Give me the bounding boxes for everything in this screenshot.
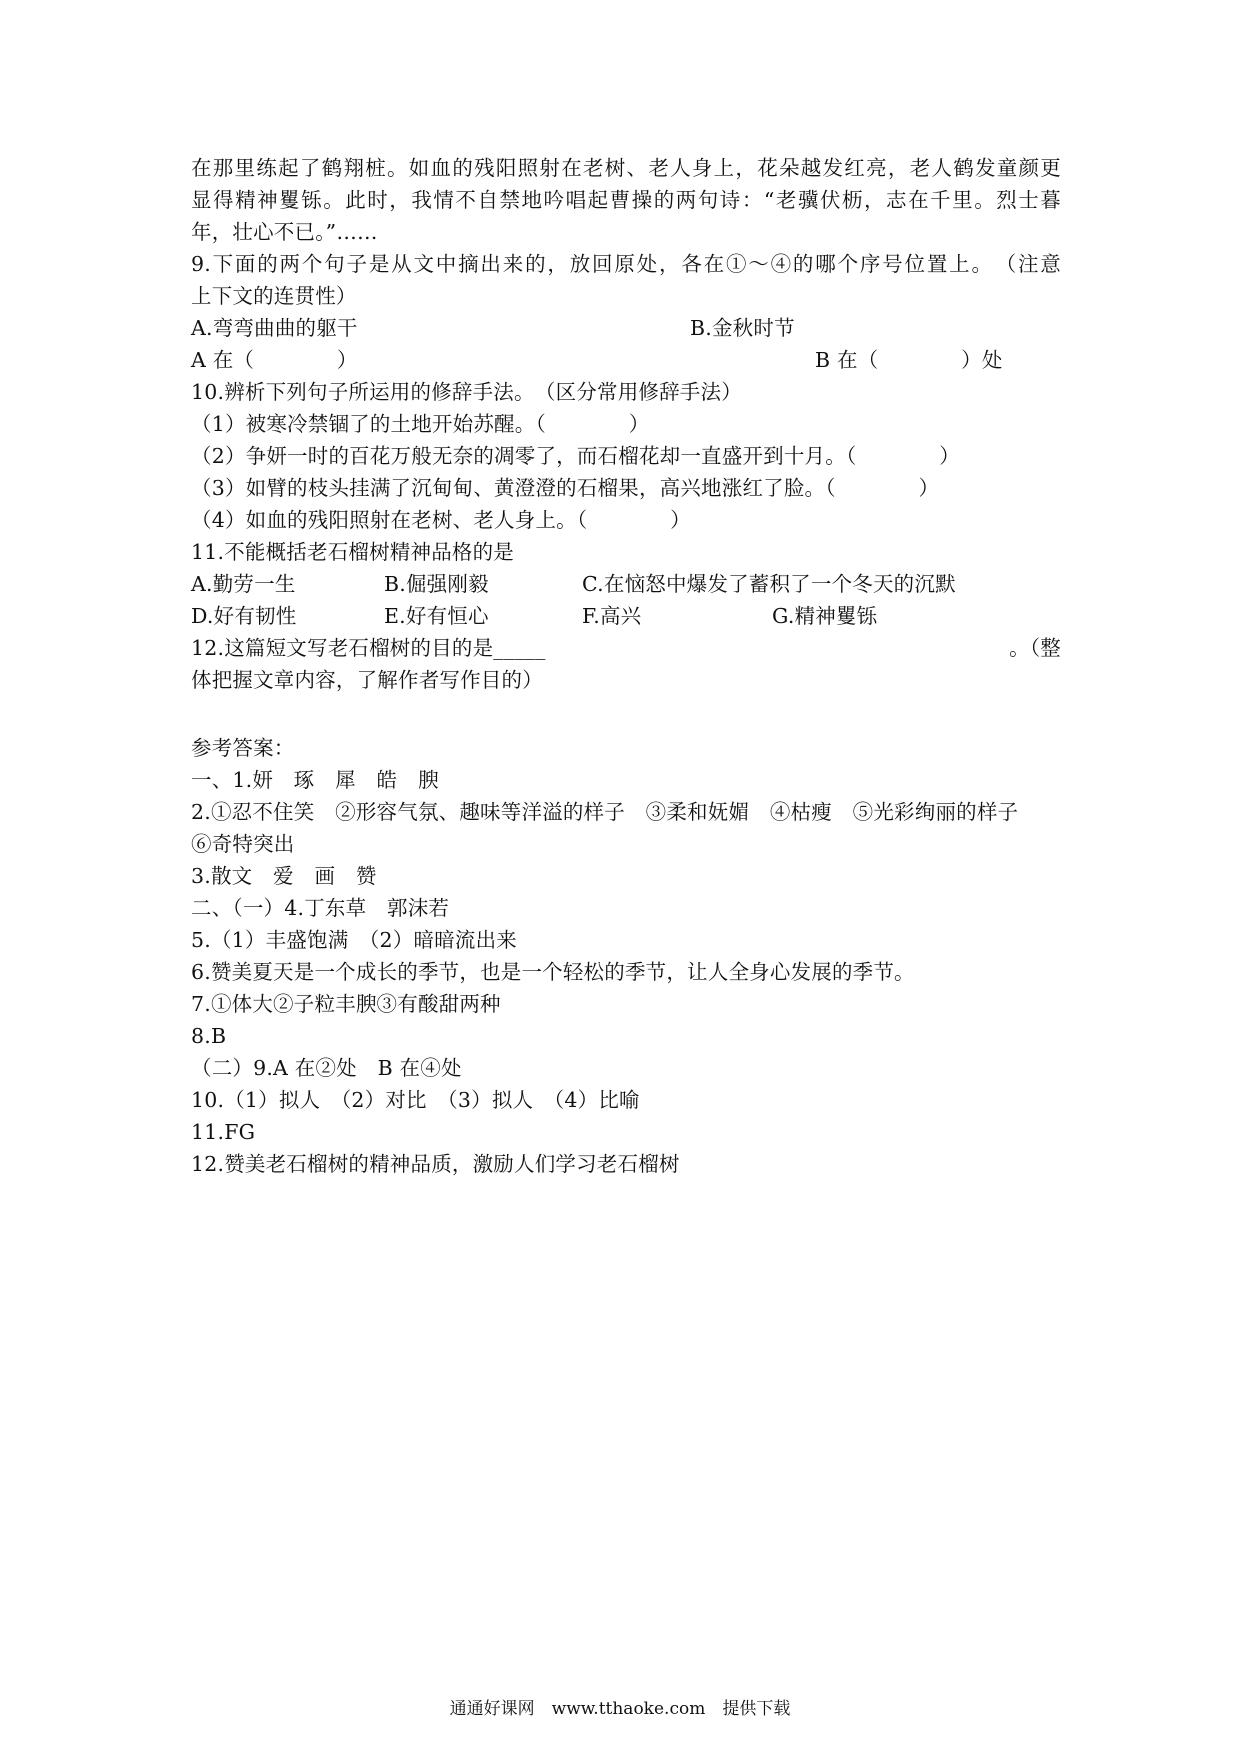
q11-option-a: A.勤劳一生 xyxy=(191,572,296,596)
q9-option-b: B.金秋时节 xyxy=(690,316,795,340)
q11-stem: 11.不能概括老石榴树精神品格的是 xyxy=(191,540,515,564)
q12-tail: 。（整 xyxy=(1009,636,1061,660)
answers-title: 参考答案： xyxy=(191,736,295,760)
answer-8: 8.B xyxy=(191,1024,227,1048)
answer-7: 7.①体大②子粒丰腴③有酸甜两种 xyxy=(191,992,501,1016)
q9-stem-2: 上下文的连贯性） xyxy=(191,284,357,308)
q10-sentence-2: （2）争妍一时的百花万般无奈的凋零了，而石榴花却一直盛开到十月。（ ） xyxy=(191,444,960,468)
q9-blank-a: A 在（ ） xyxy=(191,348,358,372)
q10-sentence-1: （1）被寒冷禁锢了的土地开始苏醒。（ ） xyxy=(191,412,650,436)
q10-sentence-3: （3）如臂的枝头挂满了沉甸甸、黄澄澄的石榴果，高兴地涨红了脸。（ ） xyxy=(191,476,940,500)
answer-2: 2.①忍不住笑 ②形容气氛、趣味等洋溢的样子 ③柔和妩媚 ④枯瘦 ⑤光彩绚丽的样子 xyxy=(191,800,1019,824)
q12-line-2: 体把握文章内容，了解作者写作目的） xyxy=(191,668,543,692)
q10-sentence-4: （4）如血的残阳照射在老树、老人身上。（ ） xyxy=(191,508,691,532)
q12-stem: 12.这篇短文写老石榴树的目的是_____ xyxy=(191,636,546,660)
answer-3: 3.散文 爱 画 赞 xyxy=(191,864,377,888)
q9-blank-b: B 在（ ）处 xyxy=(815,348,1003,372)
answer-9: （二）9.A 在②处 B 在④处 xyxy=(191,1056,462,1080)
page-footer: 通通好课网 www.tthaoke.com 提供下载 xyxy=(449,1699,791,1719)
passage-line-1: 在那里练起了鹤翔桩。如血的残阳照射在老树、老人身上，花朵越发红亮，老人鹤发童颜更 xyxy=(191,156,1061,180)
q11-option-b: B.倔强刚毅 xyxy=(384,572,489,596)
q11-option-c: C.在恼怒中爆发了蓄积了一个冬天的沉默 xyxy=(582,572,956,596)
q9-stem: 9.下面的两个句子是从文中摘出来的，放回原处，各在①～④的哪个序号位置上。 （注意 xyxy=(191,252,1061,276)
answer-10: 10.（1）拟人 （2）对比 （3）拟人 （4）比喻 xyxy=(191,1088,640,1112)
q10-stem: 10.辨析下列句子所运用的修辞手法。 （区分常用修辞手法） xyxy=(191,380,742,404)
q9-option-a: A.弯弯曲曲的躯干 xyxy=(191,316,358,340)
passage-line-3: 年，壮心不已。”…… xyxy=(191,220,378,244)
answer-12: 12.赞美老石榴树的精神品质，激励人们学习老石榴树 xyxy=(191,1152,680,1176)
q11-option-f: F.高兴 xyxy=(582,604,642,628)
answer-1: 一、1.妍 琢 犀 皓 腴 xyxy=(191,768,439,792)
answer-2-cont: ⑥奇特突出 xyxy=(191,832,295,856)
q11-option-g: G.精神矍铄 xyxy=(772,604,878,628)
answer-11: 11.FG xyxy=(191,1120,256,1144)
answer-4: 二、（一）4.丁东草 郭沫若 xyxy=(191,896,450,920)
q11-option-e: E.好有恒心 xyxy=(384,604,489,628)
passage-line-2: 显得精神矍铄。此时，我情不自禁地吟唱起曹操的两句诗：“老骥伏枥，志在千里。烈士暮 xyxy=(191,188,1061,212)
answer-5: 5.（1）丰盛饱满 （2）暗暗流出来 xyxy=(191,928,517,952)
q11-option-d: D.好有韧性 xyxy=(191,604,297,628)
answer-6: 6.赞美夏天是一个成长的季节，也是一个轻松的季节，让人全身心发展的季节。 xyxy=(191,960,915,984)
